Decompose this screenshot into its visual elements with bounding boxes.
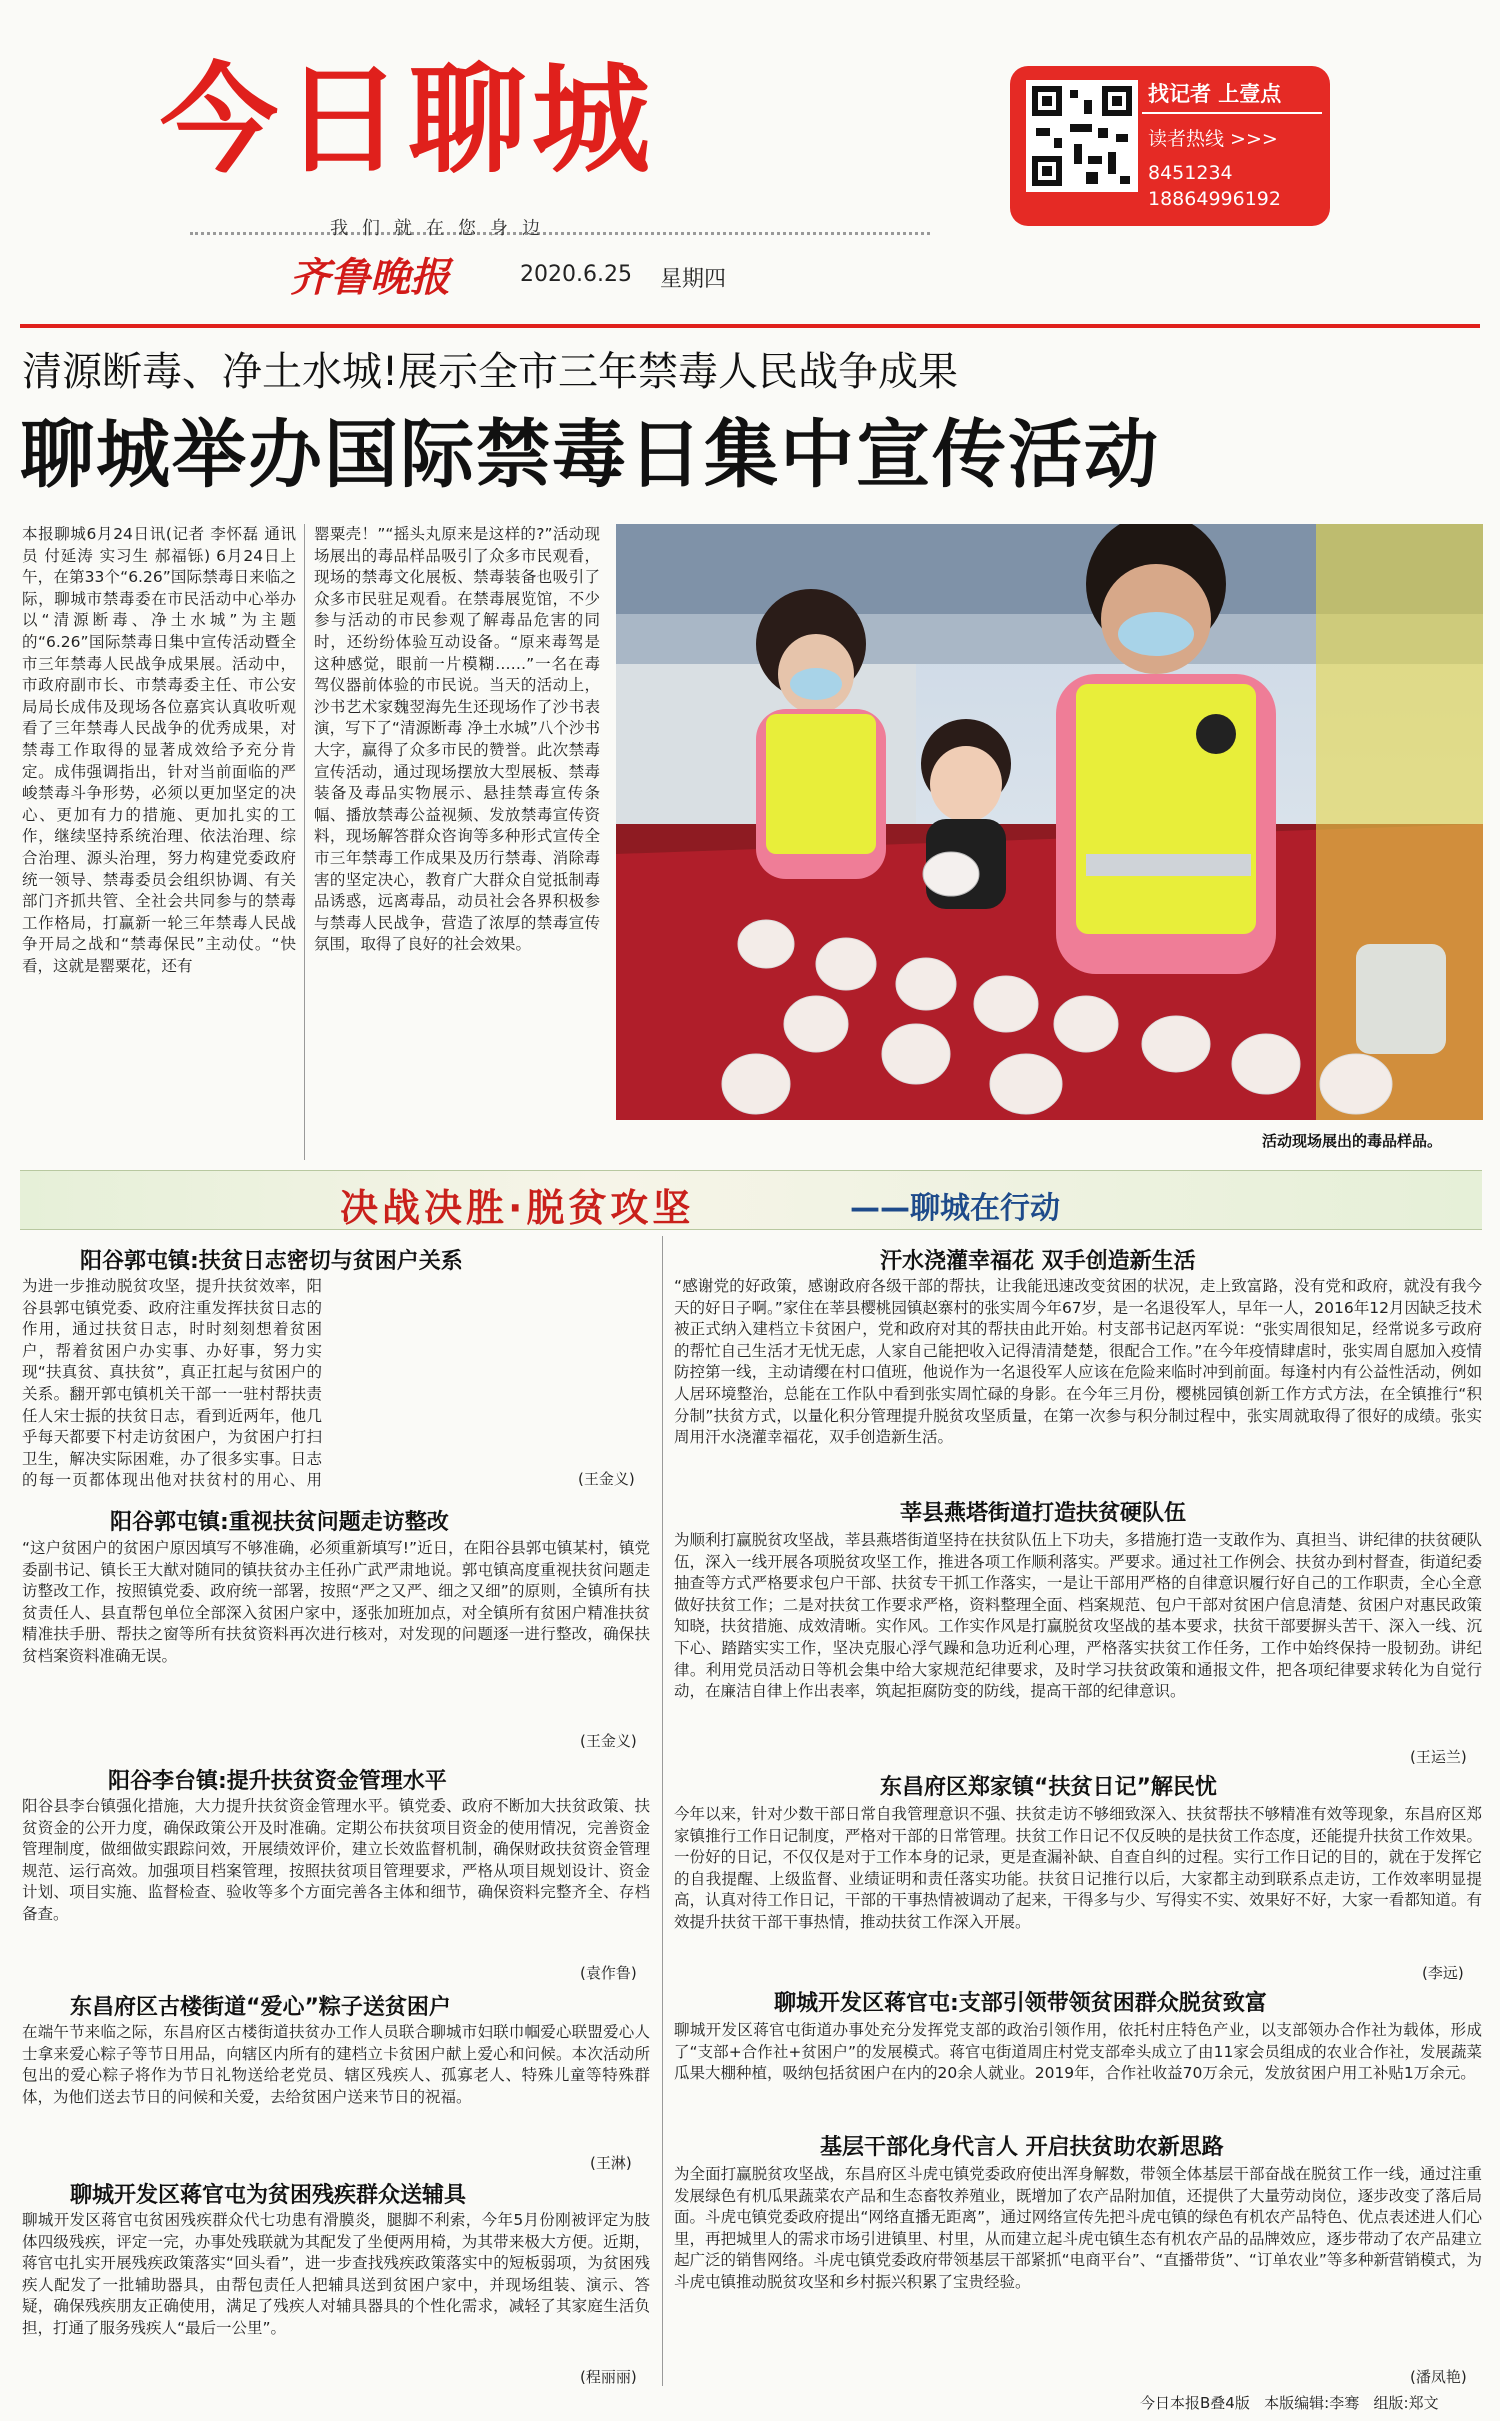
- slogan: 我们就在您身边: [330, 218, 554, 239]
- article-title: 阳谷李台镇:提升扶贫资金管理水平: [108, 1769, 447, 1794]
- hotline-box: [1010, 66, 1330, 226]
- article-body: 今年以来，针对少数干部日常自我管理意识不强、扶贫走访不够细致深入、扶贫帮扶不够精准有效等现象，东昌府区郑家镇推行工作日记制度，严格对干部的日常管理。扶贫工作日记不仅反映的是扶贫工作态度，还能提升扶贫工作效果。一份好的日记，不仅仅是对于工作本身的记录，更是查漏补缺、自查自纠的过程。实行工作日记的目的，就在于发挥它的自我提醒、上级监督、业绩证明和责任落实功能。扶贫日记推行以后，大家都主动到联系点走访，工作效率明显提高，认真对待工作日记，干部的干事热情被调动了起来，干得多与少、写得实不实、效果好不好，大家一看都知道。有效提升扶贫干部干事热情，推动扶贫工作深入开展。: [674, 1805, 1482, 1931]
- article-author: (王淋): [590, 2154, 632, 2172]
- qr-code-icon[interactable]: [1026, 80, 1138, 192]
- newspaper-logo: 今日聊城: [160, 51, 657, 189]
- article-body-continued: [334, 1276, 650, 1444]
- slogan-divider: [190, 232, 930, 235]
- page-footer: [1140, 2392, 1439, 2413]
- event-photo-illustration: [616, 524, 1483, 1120]
- lead-headline: 聊城举办国际禁毒日集中宣传活动: [20, 412, 1160, 498]
- section-banner: [20, 1170, 1482, 1230]
- paper-name: 齐鲁晚报: [290, 254, 450, 301]
- masthead-rule: [20, 324, 1480, 328]
- article-author: (王金义): [580, 1732, 637, 1750]
- article-title: 聊城开发区蒋官屯为贫困残疾群众送辅具: [70, 2183, 467, 2208]
- article-title: 莘县燕塔街道打造扶贫硬队伍: [900, 1501, 1187, 1526]
- photo-caption: 活动现场展出的毒品样品。: [1262, 1132, 1443, 1150]
- article-title: 汗水浇灌幸福花 双手创造新生活: [880, 1249, 1196, 1274]
- footer-page: 今日本报B叠4版: [1140, 2394, 1250, 2412]
- article-title: 阳谷郭屯镇:扶贫日志密切与贫困户关系: [80, 1249, 463, 1274]
- article-author: (李远): [1422, 1964, 1464, 1982]
- hotline-divider: [1142, 112, 1322, 114]
- article-body: 聊城开发区蒋官屯贫困残疾群众代七功患有滑膜炎，腿脚不利索，今年5月份刚被评定为肢体四级残疾，评定一完，办事处残联就为其配发了坐便两用椅，为其带来极大方便。近期，蒋官屯扎实开展残疾政策落实“回头看”，进一步查找残疾政策落实中的短板弱项，为贫困残疾人配发了一批辅助器具，由帮包责任人把辅具送到贫困户家中，并现场组装、演示、答疑，确保残疾朋友正确使用，满足了残疾人对辅具器具的个性化需求，减轻了其家庭生活负担，打通了服务残疾人“最后一公里”。: [22, 2211, 650, 2337]
- article-title: 阳谷郭屯镇:重视扶贫问题走访整改: [110, 1510, 449, 1535]
- issue-date: 2020.6.25: [520, 262, 632, 287]
- footer-editor: 本版编辑:李骞: [1264, 2394, 1360, 2412]
- column-divider: [662, 1236, 663, 2386]
- column-divider: [304, 524, 305, 1160]
- article-body: 在端午节来临之际，东昌府区古楼街道扶贫办工作人员联合聊城市妇联巾帼爱心联盟爱心人士拿来爱心粽子等节日用品，向辖区内所有的建档立卡贫困户献上爱心和问候。本次活动所包出的爱心粽子将作为节日礼物送给老党员、辖区残疾人、孤寡老人、特殊儿童等特殊群体，为他们送去节日的问候和关爱，去给贫困户送来节日的祝福。: [22, 2023, 650, 2106]
- article-body: “感谢党的好政策，感谢政府各级干部的帮扶，让我能迅速改变贫困的状况，走上致富路，没有党和政府，就没有我今天的好日子啊。”家住在莘县樱桃园镇赵寨村的张实周今年67岁，是一名退役军人，早年一人，2016年12月因缺乏技术被正式纳入建档立卡贫困户，党和政府对其的帮扶由此开始。村支部书记赵丙军说：“张实周很知足，经常说多亏政府的帮忙自己生活才无忧无虑，人家自己能把收入记得清清楚楚，很配合工作。”在今年疫情肆虐时，张实周自愿加入疫情防控第一线，主动请缨在村口值班，他说作为一名退役军人应该在危险来临时冲到前面。每逢村内有公益性活动，例如人居环境整治，总能在工作队中看到张实周忙碌的身影。在今年三月份，樱桃园镇创新工作方式方法，在全镇推行“积分制”扶贫方式，以量化积分管理提升脱贫攻坚质量，在第一次参与积分制过程中，张实周就取得了很好的成绩。张实周用汗水浇灌幸福花，双手创造新生活。: [674, 1277, 1482, 1447]
- banner-subtitle: ——聊城在行动: [850, 1191, 1060, 1226]
- footer-layout: 组版:郑文: [1373, 2394, 1439, 2412]
- article-body: “这户贫困户的贫困户原因填写不够准确，必须重新填写!”近日，在阳谷县郭屯镇某村，镇党委副书记、镇长王大猷对随同的镇扶贫办主任孙广武严肃地说。郭屯镇高度重视扶贫问题走访整改工作，按照镇党委、政府统一部署，按照“严之又严、细之又细”的原则，全镇所有扶贫责任人、县直帮包单位全部深入贫困户家中，逐张加班加点，对全镇所有贫困户精准扶贫精准扶手册、帮扶之窗等所有扶贫资料再次进行核对，对发现的问题逐一进行整改，确保扶贫档案资料准确无误。: [22, 1539, 650, 1665]
- article-body: 为顺利打赢脱贫攻坚战，莘县燕塔街道坚持在扶贫队伍上下功夫，多措施打造一支敢作为、真担当、讲纪律的扶贫硬队伍，深入一线开展各项脱贫攻坚工作，推进各项工作顺利落实。严要求。通过社工作例会、扶贫办到村督查，街道纪委抽查等方式严格要求包户干部、扶贫专干抓工作落实，一是让干部用严格的自律意识履行好自己的工作职责，全心全意做好扶贫工作；二是对扶贫工作要求严格，资料整理全面、档案规范、包户干部对贫困户信息清楚、贫困户对惠民政策知晓，扶贫措施、成效清晰。实作风。工作实作风是打赢脱贫攻坚战的基本要求，扶贫干部要摒头苦干、深入一线、沉下心、踏踏实实工作，坚决克服心浮气躁和急功近利心理，严格落实扶贫工作任务，工作中始终保持一股韧劲。讲纪律。利用党员活动日等机会集中给大家规范纪律要求，及时学习扶贫政策和通报文件，把各项纪律要求转化为自觉行动，在廉洁自律上作出表率，筑起拒腐防变的防线，提高干部的纪律意识。: [674, 1531, 1482, 1701]
- article-author: (袁作鲁): [580, 1964, 637, 1982]
- hotline-title: 找记者 上壹点: [1148, 82, 1282, 106]
- hotline-phone-2[interactable]: 18864996192: [1148, 188, 1281, 210]
- event-photo: [616, 524, 1483, 1120]
- article-author: (潘凤艳): [1410, 2368, 1467, 2386]
- banner-title: 决战决胜·脱贫攻坚: [340, 1186, 695, 1230]
- lead-column-2: 罂粟壳！”“摇头丸原来是这样的?”活动现场展出的毒品样品吸引了众多市民观看，现场的禁毒文化展板、禁毒装备也吸引了众多市民驻足观看。在禁毒展览馆，不少参与活动的市民参观了解毒品危害的同时，还纷纷体验互动设备。“原来毒驾是这种感觉，眼前一片模糊……”一名在毒驾仪器前体验的市民说。当天的活动上，沙书艺术家魏翌海先生还现场作了沙书表演，写下了“清源断毒 净土水城”八个沙书大字，赢得了众多市民的赞誉。此次禁毒宣传活动，通过现场摆放大型展板、禁毒装备及毒品实物展示、悬挂禁毒宣传条幅、播放禁毒公益视频、发放禁毒宣传资料，现场解答群众咨询等多种形式宣传全市三年禁毒工作成果及历行禁毒、消除毒害的坚定决心，教育广大群众自觉抵制毒品诱惑，远离毒品，动员社会各界积极参与禁毒人民战争，营造了浓厚的禁毒宣传氛围，取得了良好的社会效果。: [314, 525, 600, 954]
- article-author: (程丽丽): [580, 2368, 637, 2386]
- article-title: 东昌府区古楼街道“爱心”粽子送贫困户: [70, 1995, 451, 2020]
- article-author: (王运兰): [1410, 1748, 1467, 1766]
- article-body: 为进一步推动脱贫攻坚，提升扶贫效率，阳谷县郭屯镇党委、政府注重发挥扶贫日志的作用，通过扶贫日志，时时刻刻想着贫困户，帮着贫困户办实事、办好事，努力实现“扶真贫、真扶贫”，真正扛起与贫困户的关系。翻开郭屯镇机关干部一一驻村帮扶责任人宋士振的扶贫日志，看到近两年，他几乎每天都要下村走访贫困户，为贫困户打扫卫生，解决实际困难，办了很多实事。日志的每一页都体现出他对扶贫村的用心、用: [22, 1277, 322, 1490]
- article-title: 东昌府区郑家镇“扶贫日记”解民忧: [880, 1775, 1217, 1800]
- masthead: [0, 0, 1500, 320]
- lead-subhead: 清源断毒、净土水城!展示全市三年禁毒人民战争成果: [22, 349, 959, 395]
- hotline-phone-1[interactable]: 8451234: [1148, 162, 1233, 184]
- article-body: 为全面打赢脱贫攻坚战，东昌府区斗虎屯镇党委政府使出浑身解数，带领全体基层干部奋战在脱贫工作一线，通过注重发展绿色有机瓜果蔬菜农产品和生态畜牧养殖业，既增加了农产品附加值，还提供了大量劳动岗位，逐步改变了落后局面。斗虎屯镇党委政府提出“网络直播无距离”，通过网络宣传先把斗虎屯镇的绿色有机农产品特色、优点表述进人们心里，再把城里人的需求市场引进镇里、村里，从而建立起斗虎屯镇生态有机农产品的品牌效应，逐步带动了农产品建立起广泛的销售网络。斗虎屯镇党委政府带领基层干部紧抓“电商平台”、“直播带货”、“订单农业”等多种新营销模式，为斗虎屯镇推动脱贫攻坚和乡村振兴积累了宝贵经验。: [674, 2165, 1482, 2291]
- issue-weekday: 星期四: [660, 267, 727, 292]
- article-body: 阳谷县李台镇强化措施，大力提升扶贫资金管理水平。镇党委、政府不断加大扶贫政策、扶贫资金的公开力度，确保政策公开及时准确。定期公布扶贫项目资金的使用情况，完善资金管理制度，做细做实跟踪问效，开展绩效评价，建立长效监督机制，确保财政扶贫资金管理规范、运行高效。加强项目档案管理，按照扶贫项目管理要求，严格从项目规划设计、资金计划、项目实施、监督检查、验收等多个方面完善各主体和细节，确保资料完整齐全、存档备查。: [22, 1797, 650, 1923]
- article-author: (王金义): [578, 1470, 635, 1488]
- hotline-reader-label: 读者热线 >>>: [1148, 128, 1278, 150]
- article-title: 基层干部化身代言人 开启扶贫助农新思路: [820, 2135, 1224, 2160]
- lead-column-1: 本报聊城6月24日讯(记者 李怀磊 通讯员 付延涛 实习生 郝福铄) 6月24日上午，在第33个“6.26”国际禁毒日来临之际，聊城市禁毒委在市民活动中心举办以“清源断毒、净土水城”为主题的“6.26”国际禁毒日集中宣传活动暨全市三年禁毒人民战争成果展。活动中，市政府副市长、市禁毒委主任、市公安局局长成伟及现场各位嘉宾认真收听观看了三年禁毒人民战争的优秀成果，对禁毒工作取得的显著成效给予充分肯定。成伟强调指出，针对当前面临的严峻禁毒斗争形势，必须以更加坚定的决心、更加有力的措施、更加扎实的工作，继续坚持系统治理、依法治理、综合治理、源头治理，努力构建党委政府统一领导、禁毒委员会组织协调、有关部门齐抓共管、全社会共同参与的禁毒工作格局，打赢新一轮三年禁毒人民战争开局之战和“禁毒保民”主动仗。“快看，这就是罂粟花，还有: [22, 525, 296, 975]
- article-title: 聊城开发区蒋官屯:支部引领带领贫困群众脱贫致富: [774, 1991, 1267, 2016]
- article-body: 聊城开发区蒋官屯街道办事处充分发挥党支部的政治引领作用，依托村庄特色产业，以支部领办合作社为载体，形成了“支部+合作社+贫困户”的发展模式。蒋官屯街道周庄村党支部牵头成立了由11家会员组成的农业合作社，发展蔬菜瓜果大棚种植，吸纳包括贫困户在内的20余人就业。2019年，合作社收益70万余元，发放贫困户用工补贴1万余元。: [674, 2021, 1482, 2083]
